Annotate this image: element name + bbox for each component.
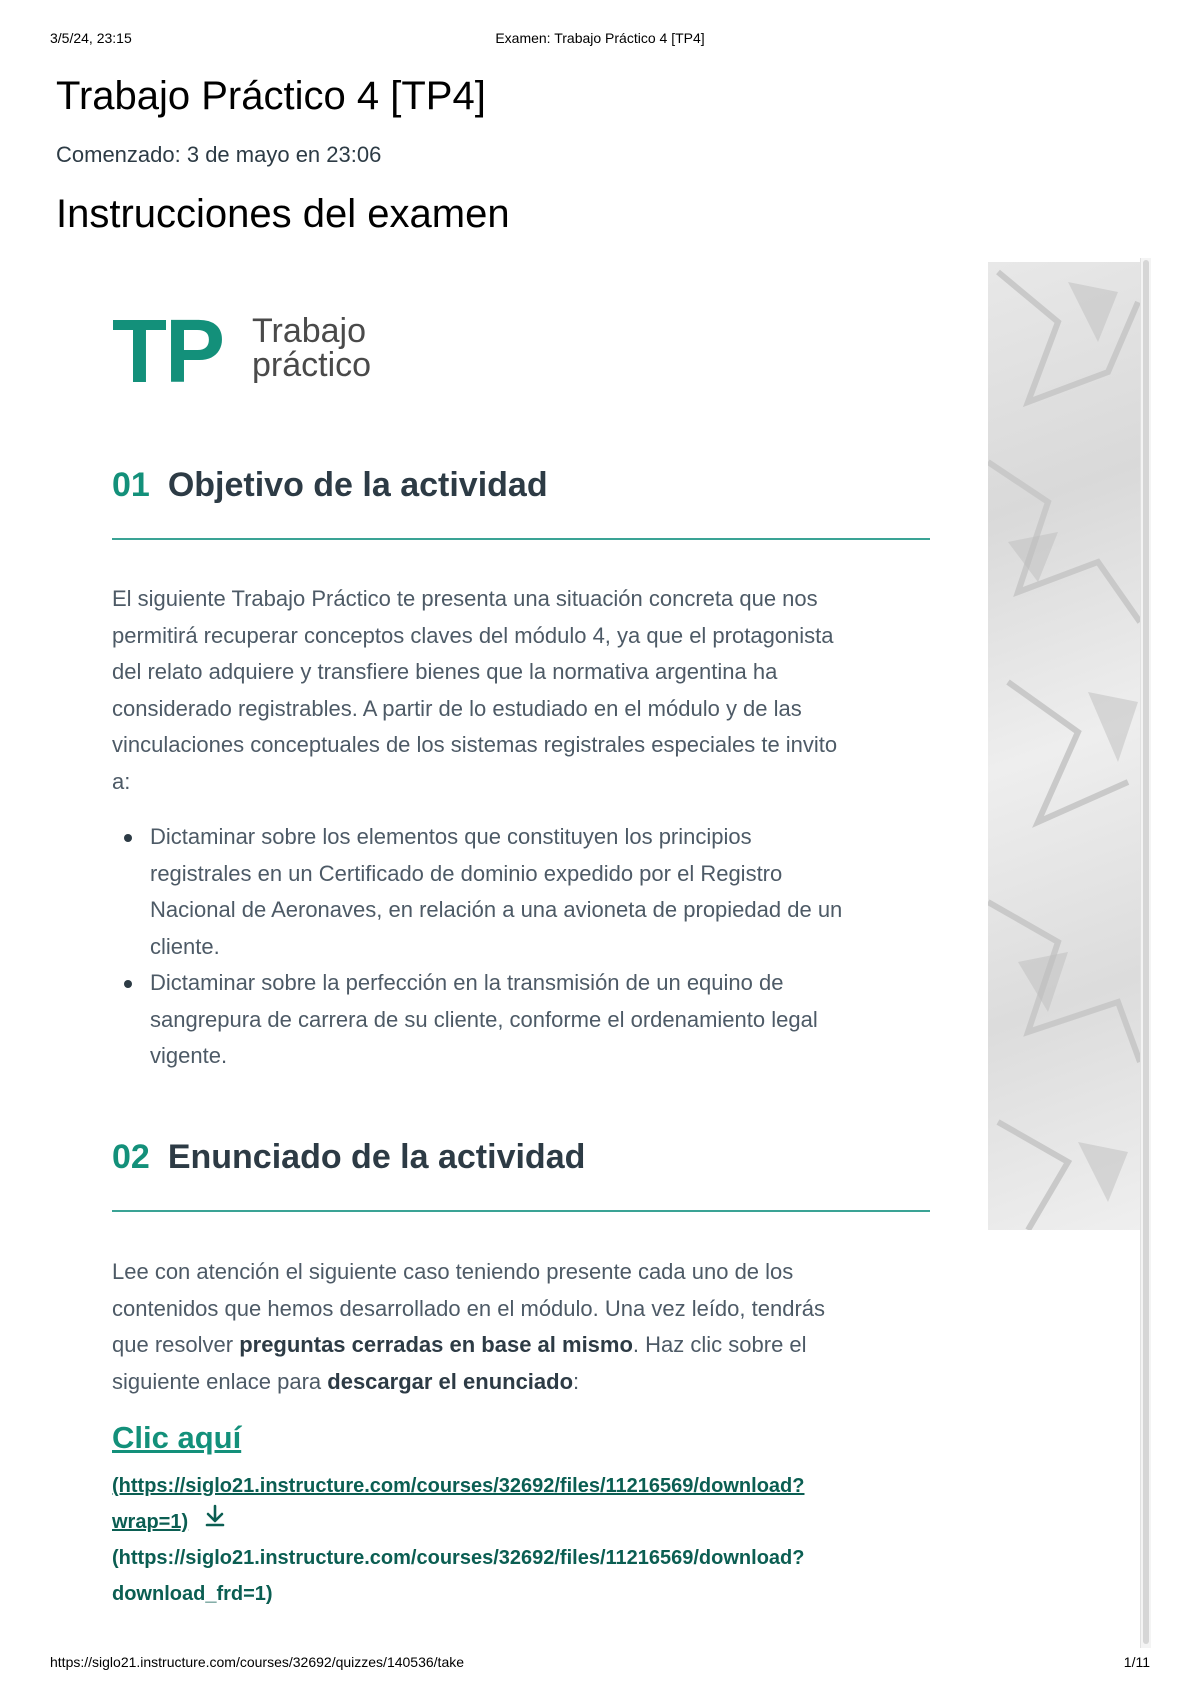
list-item bbox=[112, 819, 924, 965]
section-heading-objetivo bbox=[112, 466, 548, 505]
download-url-direct-line-2[interactable]: download_frd=1) bbox=[112, 1583, 273, 1605]
bullet-line: registrales en un Certificado de dominio expedido por el Registro bbox=[150, 860, 783, 886]
paragraph-line: que resolver bbox=[112, 1332, 240, 1357]
enunciado-paragraph bbox=[112, 1254, 924, 1400]
download-icon[interactable] bbox=[204, 1504, 226, 1541]
section-number: 01 bbox=[112, 466, 150, 504]
paragraph-line: permitirá recuperar conceptos claves del módulo 4, ya que el protagonista bbox=[112, 622, 834, 648]
bold-text: preguntas cerradas en base al mismo bbox=[239, 1332, 633, 1357]
print-footer-url: https://siglo21.instructure.com/courses/32692/quizzes/140536/take bbox=[50, 1654, 465, 1670]
tp-logo-word-1: Trabajo bbox=[252, 312, 367, 350]
bold-text: descargar el enunciado bbox=[327, 1368, 574, 1394]
scrollbar[interactable] bbox=[1140, 258, 1151, 1648]
paragraph-line: vinculaciones conceptuales de los sistemas registrales especiales te invito bbox=[112, 732, 838, 757]
bullet-icon bbox=[124, 834, 132, 842]
paragraph-line: El siguiente Trabajo Práctico te presenta una situación concreta que nos bbox=[112, 586, 818, 611]
page-title: Trabajo Práctico 4 [TP4] bbox=[56, 74, 486, 118]
bullet-line: cliente. bbox=[150, 933, 220, 959]
section-divider bbox=[112, 1210, 930, 1212]
download-link-clic-aqui[interactable]: Clic aquí bbox=[112, 1420, 242, 1455]
paragraph-line: contenidos que hemos desarrollado en el módulo. Una vez leído, tendrás bbox=[112, 1295, 826, 1321]
download-url-wrap-line-2[interactable]: wrap=1) bbox=[112, 1511, 189, 1533]
download-url-direct-line-1[interactable]: (https://siglo21.instructure.com/courses/32692/files/11216569/download? bbox=[112, 1547, 805, 1569]
list-item bbox=[112, 965, 924, 1075]
section-divider bbox=[112, 538, 930, 540]
paragraph-line: Lee con atención el siguiente caso teniendo presente cada uno de los bbox=[112, 1259, 794, 1284]
print-page-number: 1/11 bbox=[1123, 1654, 1150, 1670]
tp-logo-letters: TP bbox=[112, 302, 224, 402]
bullet-line: Dictaminar sobre los elementos que constituyen los principios bbox=[150, 824, 752, 849]
section-title: Enunciado de la actividad bbox=[167, 1138, 586, 1176]
download-url-wrap-line-1[interactable]: (https://siglo21.instructure.com/courses/32692/files/11216569/download? bbox=[112, 1475, 805, 1497]
section-title: Objetivo de la actividad bbox=[167, 466, 548, 504]
bullet-line: sangrepura de carrera de su cliente, conforme el ordenamiento legal bbox=[150, 1006, 818, 1032]
paragraph-line: siguiente enlace para bbox=[112, 1368, 328, 1394]
bullet-line: Nacional de Aeronaves, en relación a una avioneta de propiedad de un bbox=[150, 897, 843, 922]
objective-bullet-list bbox=[112, 819, 924, 1075]
paragraph-line: del relato adquiere y transfiere bienes que la normativa argentina ha bbox=[112, 659, 778, 684]
bullet-line: Dictaminar sobre la perfección en la transmisión de un equino de bbox=[150, 970, 784, 995]
paragraph-line: . Haz clic sobre el bbox=[632, 1332, 807, 1357]
tp-logo-word-2: práctico bbox=[252, 346, 372, 384]
paragraph-line: : bbox=[573, 1368, 580, 1394]
bullet-line: vigente. bbox=[150, 1043, 228, 1068]
paragraph-line: a: bbox=[112, 768, 131, 794]
print-doc-title: Examen: Trabajo Práctico 4 [TP4] bbox=[495, 30, 705, 46]
download-url-wrap-line-2-row bbox=[112, 1504, 942, 1541]
started-timestamp: Comenzado: 3 de mayo en 23:06 bbox=[56, 142, 382, 167]
paragraph-line: considerado registrables. A partir de lo estudiado en el módulo y de las bbox=[112, 695, 802, 721]
print-datetime: 3/5/24, 23:15 bbox=[50, 30, 132, 46]
print-header bbox=[50, 30, 1150, 50]
scrollbar-thumb[interactable] bbox=[1143, 260, 1149, 1644]
instructions-heading: Instrucciones del examen bbox=[56, 192, 510, 236]
print-footer bbox=[50, 1654, 1150, 1674]
bullet-icon bbox=[124, 980, 132, 988]
objective-paragraph bbox=[112, 581, 924, 800]
section-number: 02 bbox=[112, 1138, 150, 1176]
decorative-side-image bbox=[988, 262, 1140, 1230]
section-heading-enunciado bbox=[112, 1138, 585, 1177]
